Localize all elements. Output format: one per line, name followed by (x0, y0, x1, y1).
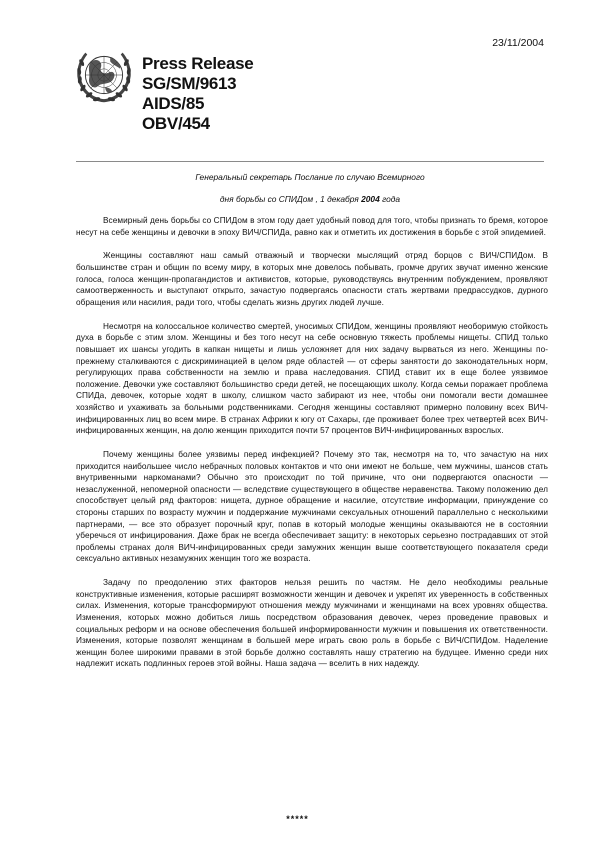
paragraph-2: Женщины составляют наш самый отважный и творчески мыслящий отряд борцов с ВИЧ/СПИДом. В большинстве стран и общин по всему миру, в которых мне довелось побывать, громче других звучат именно женские голоса, голоса женщин-пропагандистов и активистов, которые, руководствуясь внутренним побуждением, проявляют самоотверженность и выступают открыто, зачастую подвергаясь опасности стать жертвами предрассудков, дурного обращения или насилия, ради того, чтобы сделать жизнь других людей лучше. (76, 251, 548, 307)
un-emblem-icon (73, 44, 135, 106)
document-title (76, 166, 544, 210)
release-date: 23/11/2004 (492, 37, 544, 49)
document-body (76, 215, 548, 682)
press-release-header (142, 54, 253, 134)
paragraph-5: Задачу по преодолению этих факторов нельзя решить по частям. Не дело необходимы реальные конструктивные изменения, которые расширят возможности женщин и девочек и укрепят их уверенность в собственных силах. Изменения, которые трансформируют отношения между мужчинами и женщинами на всех уровнях общества. Изменения, которых можно добиться лишь посредством образования девочек, через проведение правовых и социальных реформ и на основе обеспечения большей информированности мужчин и повышения их ответственности. Изменения, которые позволят женщинам в большей мере играть свою роль в борьбе с ВИЧ/СПИДом. Наделение женщин более широкими правами в этой борьбе должно составлять нашу стратегию на будущее. Именно среди них надлежит искать подлинных героев этой войны. Наша задача — вселить в них надежду. (76, 578, 548, 669)
end-marker: ***** (286, 814, 309, 824)
title-year: 2004 (361, 194, 380, 204)
title-line-2 (76, 188, 544, 210)
paragraph-4: Почему женщины более уязвимы перед инфекцией? Почему это так, несмотря на то, что зачастую на них приходится наибольшее число небрачных половых контактов и что они имеют не больше, чем мужчины, шансов стать внутривенными наркоманами? Обычно это происходит по той причине, что они подвергаются опасности — незаслуженной, непомерной опасности — вследствие существующего в обществе неравенства. Такому положению дел способствует целый ряд факторов: нищета, дурное обращение и насилие, отсутствие информации, принуждение со стороны старших по возрасту мужчин и поддержание мужчинами сексуальных отношений параллельно с несколькими партнерами, — все это образует порочный круг, попав в который молодые женщины оказываются не в состоянии уберечься от инфицирования. Даже брак не всегда обеспечивает защиту: в некоторых серьезно пострадавших от этой проблемы странах доля ВИЧ-инфицированных среди замужних женщин выше соответствующего показателя среди сексуально активных незамужних женщин того же возраста. (76, 449, 548, 564)
title-line-2-start: дня борьбы со СПИДом , 1 декабря (219, 194, 362, 204)
title-line-2-end: года (379, 194, 401, 204)
paragraph-3: Несмотря на колоссальное количество смертей, уносимых СПИДом, женщины проявляют необоримую стойкость духа в борьбе с этим злом. Женщины и без того несут на себе основную тяжесть проблемы нищеты. СПИД только повышает их шансы угодить в капкан нищеты и лишь усложняет для них задачу вырваться из него. Женщины по-прежнему сталкиваются с дискриминацией в целом ряде областей — от сферы занятости до законодательных норм, регулирующих права собственности на землю и права наследования. СПИД ставит их в еще более уязвимое положение. Девочки уже составляют большинство среди детей, не посещающих школу. Когда семьи поражает проблема СПИДа, девочек, которые ходят в школу, слишком часто забирают из нее, чтобы они помогали вести домашнее хозяйство и ухаживать за больными родственниками. Сегодня женщины составляют примерно половину всех ВИЧ-инфицированных лиц во всем мире. В странах Африки к югу от Сахары, где проживает более трех четвертей всех ВИЧ-инфицированных женщин, на долю женщин приходится почти 57 процентов ВИЧ-инфицированных взрослых. (76, 321, 548, 436)
title-line-1: Генеральный секретарь Послание по случаю Всемирного (195, 172, 425, 182)
header-line-symbol-sg: SG/SM/9613 (142, 74, 237, 93)
header-line-press-release: Press Release (142, 54, 254, 73)
header-line-symbol-aids: AIDS/85 (142, 94, 205, 113)
paragraph-1: Всемирный день борьбы со СПИДом в этом году дает удобный повод для того, чтобы признать то бремя, которое несут на себе женщины и девочки в эпоху ВИЧ/СПИДа, равно как и отметить их достижения в борьбе с этой эпидемией. (76, 216, 548, 237)
header-line-symbol-obv: OBV/454 (142, 114, 210, 133)
header-divider (76, 161, 544, 162)
